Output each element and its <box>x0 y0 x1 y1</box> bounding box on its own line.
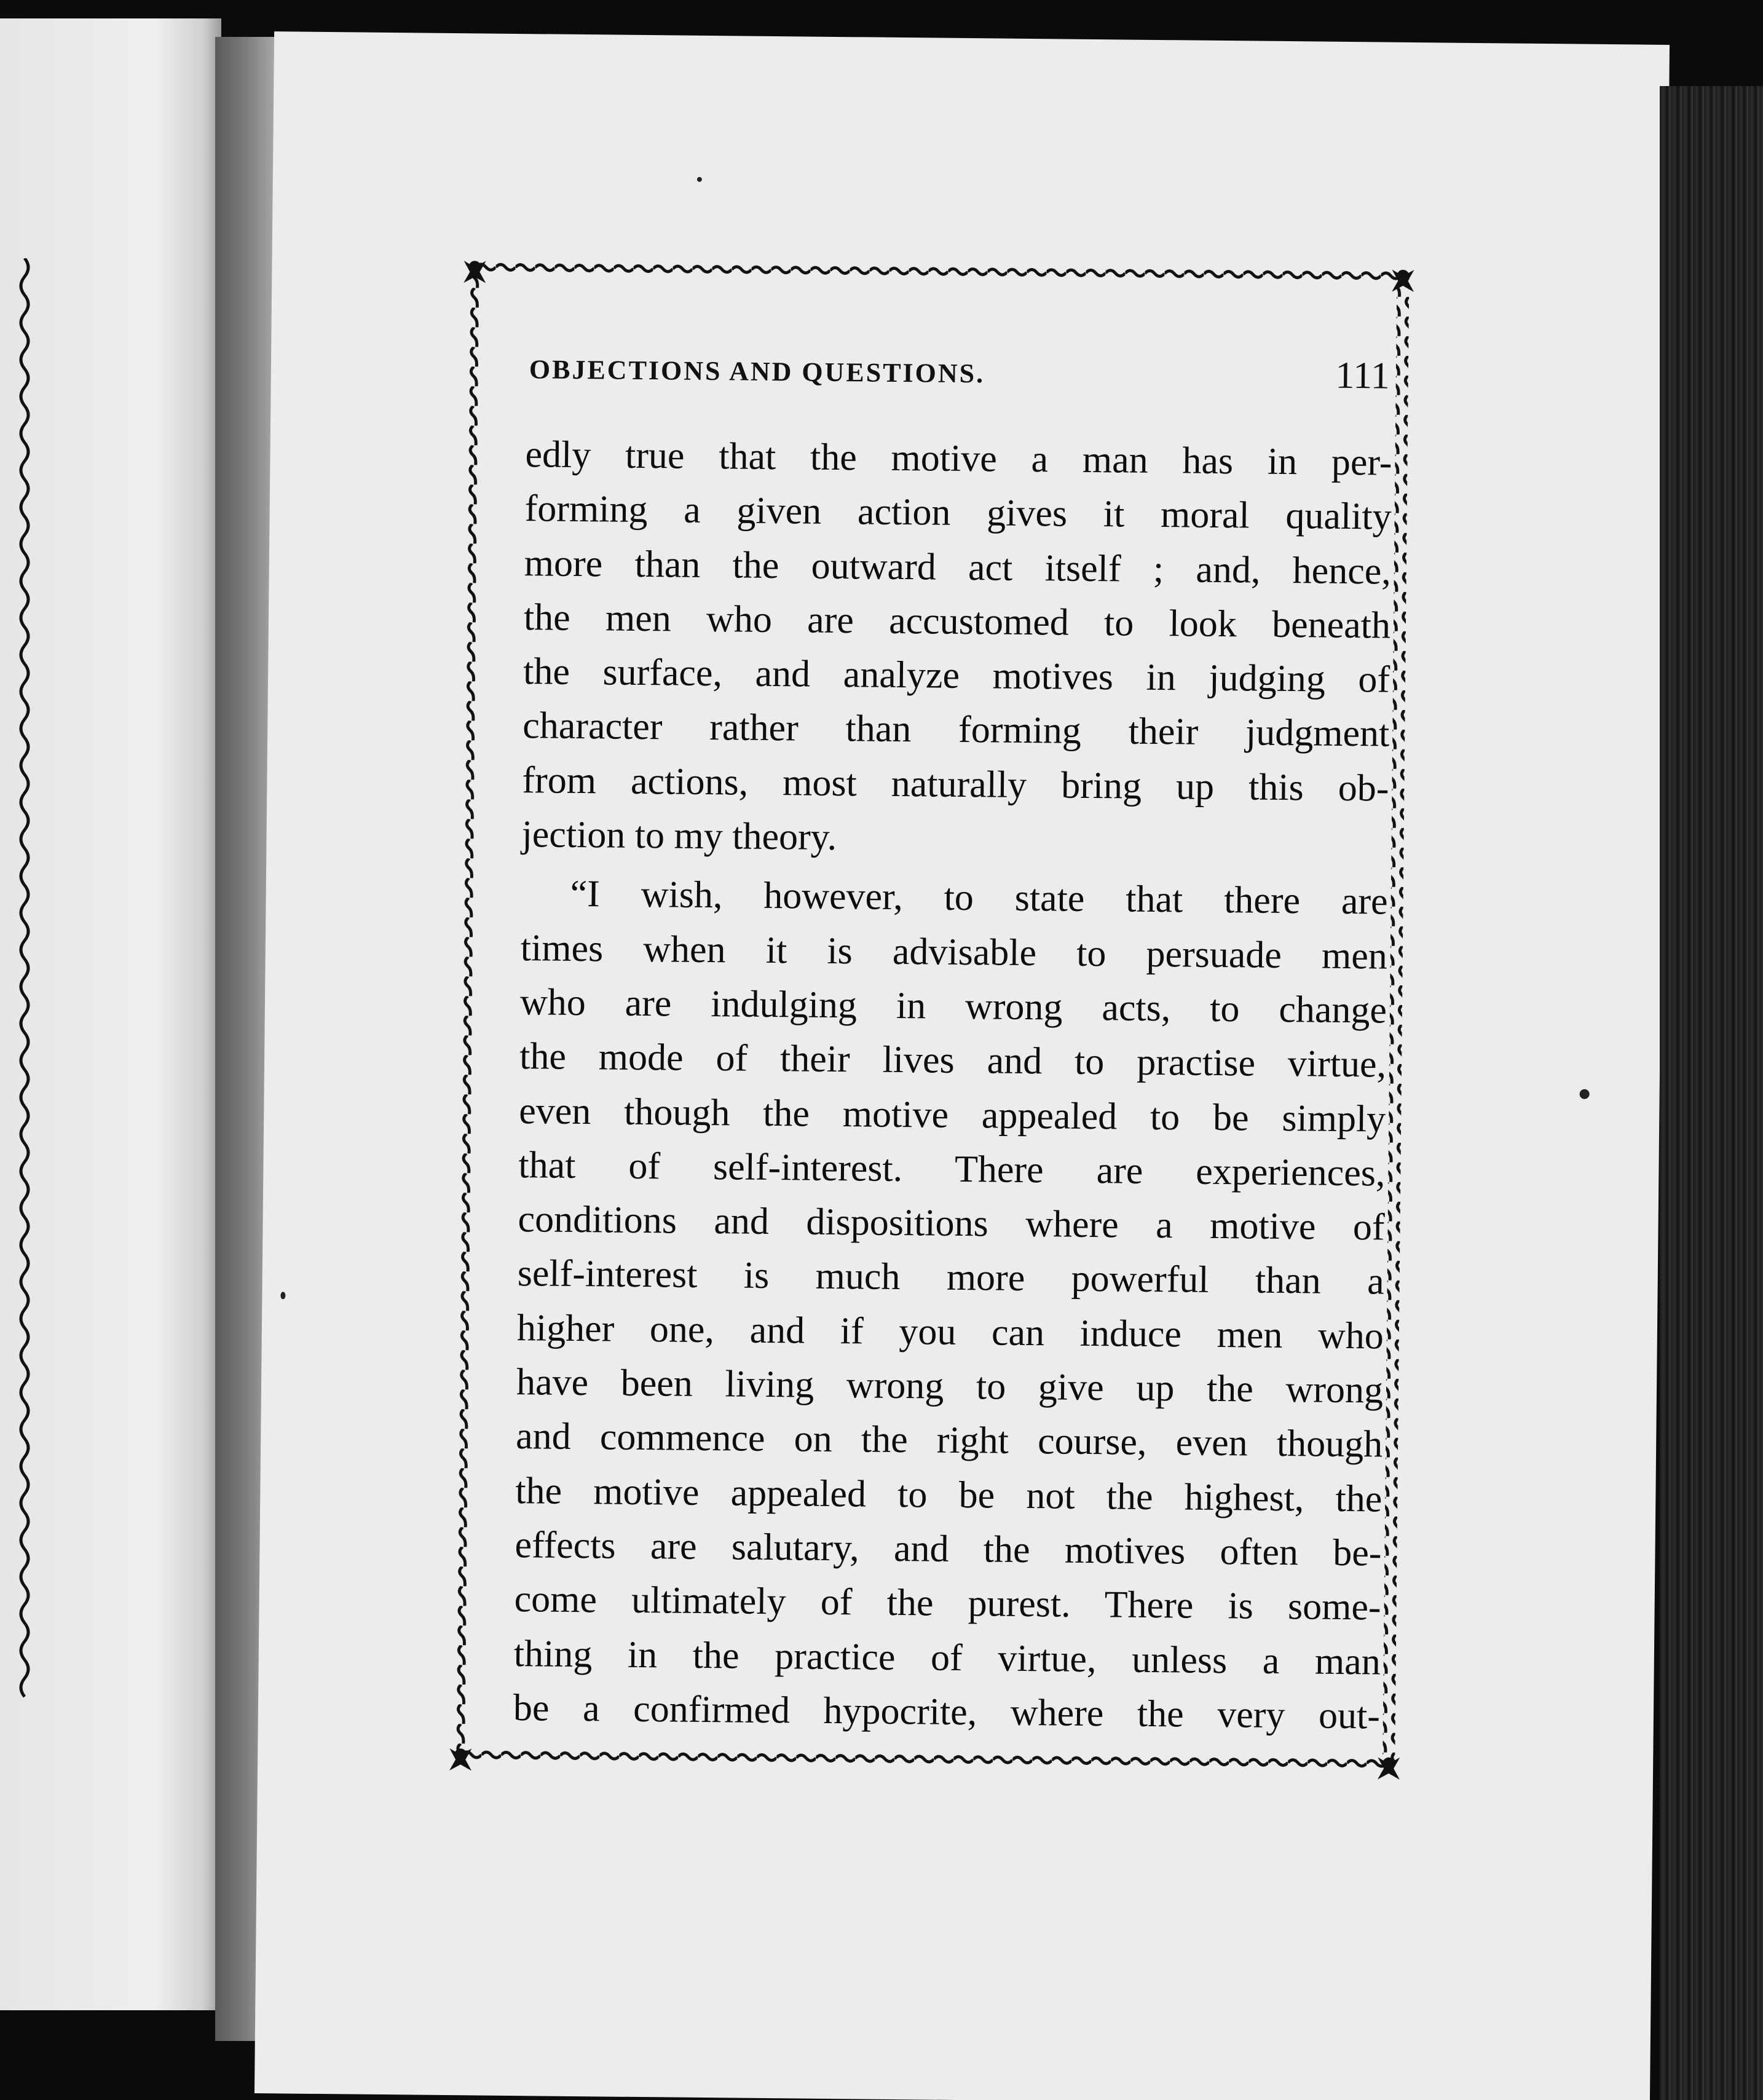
previous-page-edge <box>0 18 221 2010</box>
text-line: forming a given action gives it moral quality <box>524 488 1392 538</box>
text-line: and commence on the right course, even though <box>515 1415 1383 1466</box>
text-line: come ultimately of the purest. There is some- <box>514 1578 1381 1628</box>
text-line: “I wish, however, to state that there are <box>570 873 1388 923</box>
text-line: more than the outward act itself ; and, hence, <box>524 542 1392 593</box>
text-line: jection to my theory. <box>521 813 837 859</box>
ink-speck <box>697 177 702 182</box>
text-line: be a confirmed hypocrite, where the very out- <box>513 1686 1381 1737</box>
ink-speck <box>1580 1089 1590 1099</box>
book-page <box>254 31 1670 2100</box>
page-block-edge <box>1660 86 1763 2100</box>
text-line: times when it is advisable to persuade men <box>520 926 1388 977</box>
text-line: the surface, and analyze motives in judging of <box>523 650 1390 701</box>
running-head <box>529 341 1390 411</box>
paragraph <box>521 427 1392 870</box>
text-line: character rather than forming their judgment <box>523 705 1390 756</box>
running-head-title: OBJECTIONS AND QUESTIONS. <box>529 354 985 389</box>
left-page-ornamental-border <box>0 258 49 1783</box>
text-line: effects are salutary, and the motives often be- <box>515 1523 1382 1574</box>
page-number: 111 <box>1335 354 1390 397</box>
text-line: who are indulging in wrong acts, to change <box>519 981 1387 1032</box>
text-line: higher one, and if you can induce men who <box>516 1306 1384 1357</box>
body-text <box>513 427 1392 1743</box>
text-line: edly true that the motive a man has in per- <box>525 433 1392 484</box>
text-line: even though the motive appealed to be simply <box>518 1089 1386 1140</box>
text-line: have been living wrong to give up the wrong <box>516 1361 1384 1411</box>
text-line: thing in the practice of virtue, unless a man <box>513 1632 1381 1683</box>
text-line: that of self-interest. There are experiences, <box>518 1143 1386 1194</box>
text-line: the motive appealed to be not the highest, the <box>515 1469 1382 1520</box>
text-line: self-interest is much more powerful than a <box>517 1252 1385 1303</box>
text-line: from actions, most naturally bring up this ob- <box>522 759 1389 810</box>
ink-speck <box>280 1292 285 1299</box>
text-line: the mode of their lives and to practise virtue, <box>519 1035 1387 1086</box>
text-line: the men who are accustomed to look beneath <box>523 596 1391 647</box>
text-line: conditions and dispositions where a motive of <box>518 1198 1385 1249</box>
paragraph <box>513 866 1388 1743</box>
